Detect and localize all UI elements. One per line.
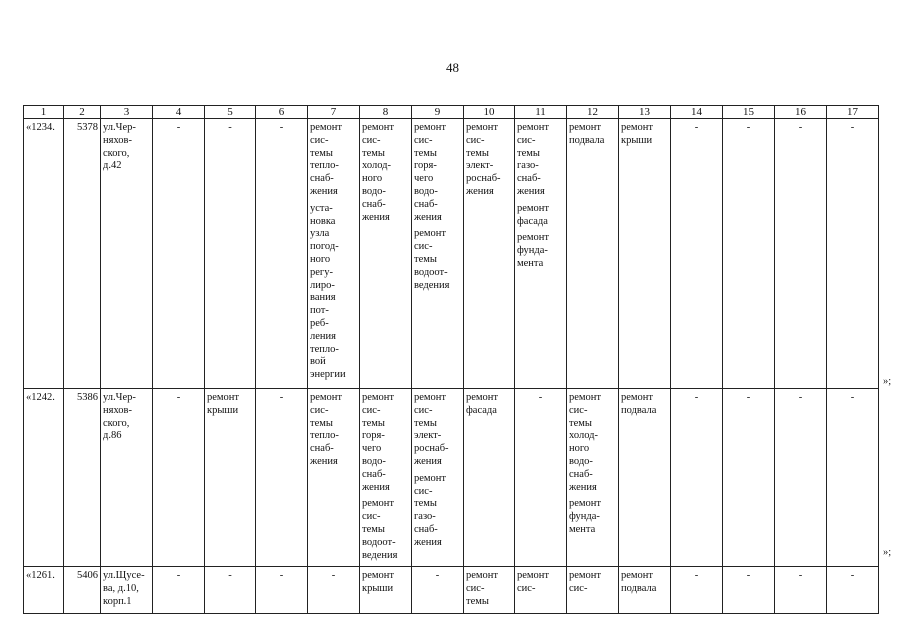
cell-text-line: ремонт [362,570,395,582]
cell-text-line: энергии [310,369,346,381]
cell-text-line: ремонт [569,498,602,510]
cell-text-line: - [850,122,855,133]
cell-text-line: д.86 [103,430,122,442]
column-header-4: 4 [153,106,205,119]
cell-entry [310,392,357,469]
cell-text-line: темы [466,147,489,159]
cell-text-line: - [176,122,181,133]
cell-entry [777,122,824,135]
column-header-7: 7 [308,106,360,119]
cell-text-line: темы [310,417,333,429]
cell-text-line: ремонт [362,498,395,510]
cell-text-line: ва, д.10, [103,583,139,595]
cell-entry [66,122,98,135]
cell-text-line: крыши [362,583,394,595]
cell-entry [414,228,461,292]
cell-text-line: фасада [466,404,497,416]
cell-entry [155,122,202,135]
cell-text-line: ремонт [207,392,240,403]
cell-text-line: водоот- [362,536,396,548]
cell-text-line: жения [414,536,442,548]
table-cell-col-17 [827,389,879,567]
cell-text-line: реб- [310,317,329,329]
cell-entry [414,570,461,583]
table-cell-col-2 [64,389,101,567]
cell-text-line: ремонт [466,122,499,133]
cell-text-line: уста- [310,202,333,214]
cell-text-line: - [279,570,284,582]
cell-text-line: няхов- [103,134,133,146]
cell-text-line: няхов- [103,404,133,416]
table-cell-col-8 [360,389,412,567]
cell-text-line: - [694,122,699,133]
cell-text-line: - [798,392,803,403]
cell-text-line: - [798,122,803,133]
cell-entry [517,570,564,596]
table-cell-col-12 [567,389,619,567]
cell-text-line: темы [310,147,333,159]
cell-text-line: снаб- [414,198,438,210]
table-cell-col-2 [64,119,101,389]
cell-text-line: - [331,570,336,582]
cell-text-line: узла [310,228,330,240]
cell-text-line: ведения [414,279,450,291]
cell-entry [777,570,824,583]
cell-text-line: фасада [517,215,548,227]
table-cell-col-9 [412,389,464,567]
cell-text-line: - [746,122,751,133]
cell-text-line: вой [310,356,326,368]
cell-text-line: газо- [414,511,436,523]
cell-text-line: ремонт [517,202,550,214]
table-cell-col-3 [101,389,153,567]
table-cell-col-5 [205,119,256,389]
cell-text-line: снаб- [310,443,334,455]
cell-text-line: д.42 [103,160,122,172]
cell-text-line: ремонт [569,122,602,133]
cell-entry [155,392,202,405]
cell-text-line: снаб- [362,468,386,480]
cell-text-line: водоот- [414,266,448,278]
cell-text-line: ремонт [569,392,602,403]
table-cell-col-10 [464,119,515,389]
table-cell-col-9 [412,119,464,389]
cell-text-line: фунда- [569,511,600,523]
cell-text-line: жения [310,455,338,467]
cell-entry [258,122,305,135]
column-header-9: 9 [412,106,464,119]
column-header-3: 3 [101,106,153,119]
cell-text-line: ремонт [414,122,447,133]
cell-text-line: ул.Щусе- [103,570,145,582]
table-cell-col-1 [24,389,64,567]
repair-schedule-table [23,105,879,614]
cell-text-line: сис- [414,241,433,253]
table-cell-col-17 [827,567,879,613]
cell-text-line: темы [362,523,385,535]
cell-text-line: жения [362,481,390,493]
table-cell-col-8 [360,119,412,389]
cell-entry [207,122,253,135]
cell-text-line: ремонт [621,392,654,403]
table-cell-col-11 [515,119,567,389]
cell-text-line: сис- [569,583,588,595]
cell-text-line: холод- [362,160,391,172]
cell-entry [362,498,409,562]
cell-text-line: темы [362,417,385,429]
table-cell-col-10 [464,389,515,567]
cell-text-line: ремонт [362,122,395,133]
cell-entry [829,570,876,583]
cell-text-line: сис- [466,583,485,595]
table-cell-col-16 [775,567,827,613]
cell-entry [517,122,564,199]
cell-text-line: - [279,122,284,133]
cell-entry [466,570,512,608]
cell-entry [569,570,616,596]
cell-entry [517,392,564,405]
cell-entry [569,122,616,148]
cell-text-line: погод- [310,241,339,253]
cell-text-line: - [746,392,751,403]
table-cell-col-11 [515,389,567,567]
column-header-1: 1 [24,106,64,119]
cell-text-line: сис- [362,404,381,416]
cell-entry [414,392,461,469]
cell-text-line: ремонт [621,122,654,133]
cell-entry [569,392,616,494]
cell-text-line: ул.Чер- [103,392,136,403]
cell-text-line: жения [517,185,545,197]
cell-text-line: - [228,122,232,133]
table-cell-col-1 [24,119,64,389]
column-header-5: 5 [205,106,256,119]
cell-text-line: «1261. [26,570,55,582]
cell-text-line: ремонт [310,122,343,133]
cell-text-line: сис- [517,583,536,595]
cell-text-line: фунда- [517,245,548,257]
cell-text-line: горя- [414,160,437,172]
cell-text-line: ремонт [466,392,499,403]
cell-text-line: ления [310,330,336,342]
cell-entry [258,570,305,583]
cell-text-line: тепло- [310,343,339,355]
cell-text-line: снаб- [517,173,541,185]
cell-entry [362,570,409,596]
cell-text-line: темы [569,417,592,429]
cell-text-line: элект- [466,160,494,172]
cell-text-line: тепло- [310,160,339,172]
cell-entry [829,122,876,135]
cell-entry [673,570,720,583]
cell-text-line: жения [414,455,442,467]
column-header-16: 16 [775,106,827,119]
cell-text-line: - [746,570,751,582]
table-cell-col-15 [723,119,775,389]
cell-entry [621,570,668,596]
cell-entry [362,122,409,224]
cell-text-line: ремонт [517,570,550,582]
cell-text-line: газо- [517,160,539,172]
cell-text-line: мента [569,523,596,535]
cell-text-line: вания [310,292,336,304]
cell-entry [155,570,202,583]
cell-text-line: ного [569,443,590,455]
table-cell-col-9 [412,567,464,613]
table-row [24,389,879,567]
cell-text-line: - [228,570,232,582]
cell-entry [103,122,150,173]
cell-entry [414,122,461,224]
cell-entry [66,392,98,405]
cell-text-line: сис- [362,511,381,523]
table-cell-col-4 [153,389,205,567]
cell-text-line: мента [517,257,544,269]
cell-text-line: - [176,570,181,582]
table-cell-col-14 [671,567,723,613]
cell-text-line: водо- [362,185,386,197]
table-cell-col-6 [256,119,308,389]
column-header-11: 11 [515,106,567,119]
cell-text-line: сис- [310,134,329,146]
cell-text-line: снаб- [362,198,386,210]
cell-entry [26,122,61,135]
cell-text-line: тепло- [310,430,339,442]
cell-entry [26,570,61,583]
cell-text-line: 5386 [77,392,98,403]
cell-entry [517,232,564,270]
column-header-12: 12 [567,106,619,119]
cell-entry [725,570,772,583]
cell-text-line: - [435,570,440,582]
cell-text-line: - [538,392,543,403]
column-header-6: 6 [256,106,308,119]
cell-text-line: роснаб- [414,443,449,455]
cell-entry [26,392,61,405]
cell-text-line: ремонт [466,570,499,582]
cell-text-line: темы [414,253,437,265]
cell-text-line: снаб- [414,523,438,535]
cell-text-line: темы [362,147,385,159]
cell-text-line: подвала [569,134,605,146]
cell-text-line: жения [310,185,338,197]
column-header-17: 17 [827,106,879,119]
cell-text-line: чего [414,173,434,185]
cell-text-line: элект- [414,430,442,442]
column-number-header-row [24,106,879,119]
table-cell-col-4 [153,567,205,613]
cell-text-line: корп.1 [103,595,132,607]
cell-text-line: 5378 [77,122,98,133]
table-cell-col-3 [101,567,153,613]
table-cell-col-17 [827,119,879,389]
cell-text-line: сис- [414,485,433,497]
cell-text-line: крыши [207,404,239,416]
table-row [24,119,879,389]
table-cell-col-6 [256,567,308,613]
table-cell-col-1 [24,567,64,613]
table-cell-col-7 [308,567,360,613]
cell-text-line: - [850,392,855,403]
cell-text-line: роснаб- [466,173,501,185]
cell-text-line: сис- [362,134,381,146]
cell-entry [207,392,253,418]
cell-text-line: водо- [569,455,593,467]
cell-text-line: ского, [103,147,130,159]
table-cell-col-2 [64,567,101,613]
row-closing-mark: »; [883,547,892,558]
table-cell-col-12 [567,119,619,389]
cell-entry [414,473,461,550]
cell-text-line: - [798,570,803,582]
cell-text-line: темы [414,147,437,159]
cell-text-line: - [694,570,699,582]
cell-text-line: ул.Чер- [103,122,136,133]
cell-text-line: 5406 [77,570,98,582]
cell-entry [621,122,668,148]
table-cell-col-15 [723,567,775,613]
cell-text-line: крыши [621,134,653,146]
cell-text-line: - [850,570,855,582]
cell-text-line: ремонт [414,472,447,484]
table-cell-col-3 [101,119,153,389]
column-header-2: 2 [64,106,101,119]
cell-entry [725,392,772,405]
cell-text-line: сис- [569,404,588,416]
table-cell-col-7 [308,119,360,389]
cell-text-line: ремонт [362,392,395,403]
cell-text-line: сис- [310,404,329,416]
cell-text-line: жения [466,185,494,197]
cell-text-line: «1234. [26,122,55,133]
cell-entry [725,122,772,135]
column-header-14: 14 [671,106,723,119]
cell-entry [829,392,876,405]
column-header-8: 8 [360,106,412,119]
cell-entry [673,122,720,135]
cell-text-line: сис- [414,134,433,146]
cell-text-line: ремонт [621,570,654,582]
column-header-13: 13 [619,106,671,119]
cell-text-line: темы [414,417,437,429]
table-cell-col-8 [360,567,412,613]
table-cell-col-7 [308,389,360,567]
cell-entry [466,122,512,199]
cell-text-line: - [176,392,181,403]
cell-entry [569,498,616,536]
table-cell-col-16 [775,119,827,389]
cell-text-line: сис- [466,134,485,146]
table-cell-col-13 [619,567,671,613]
cell-text-line: водо- [414,185,438,197]
cell-text-line: ного [310,253,331,265]
cell-text-line: подвала [621,583,657,595]
cell-text-line: ремонт [414,228,447,240]
cell-entry [673,392,720,405]
cell-text-line: - [279,392,284,403]
cell-text-line: жения [569,481,597,493]
table-cell-col-14 [671,119,723,389]
cell-text-line: - [694,392,699,403]
table-cell-col-13 [619,119,671,389]
cell-entry [310,203,357,382]
cell-text-line: чего [362,443,382,455]
cell-entry [777,392,824,405]
cell-entry [103,570,150,608]
table-cell-col-4 [153,119,205,389]
table-cell-col-16 [775,389,827,567]
cell-text-line: подвала [621,404,657,416]
table-cell-col-5 [205,389,256,567]
column-header-15: 15 [723,106,775,119]
cell-entry [66,570,98,583]
cell-text-line: водо- [362,455,386,467]
cell-text-line: ского, [103,417,130,429]
cell-entry [362,392,409,494]
cell-entry [466,392,512,418]
cell-text-line: регу- [310,266,333,278]
cell-text-line: холод- [569,430,598,442]
cell-text-line: жения [362,211,390,223]
cell-text-line: ремонт [517,232,550,244]
table-cell-col-10 [464,567,515,613]
cell-text-line: ремонт [310,392,343,403]
cell-entry [621,392,668,418]
cell-text-line: снаб- [569,468,593,480]
cell-text-line: горя- [362,430,385,442]
cell-text-line: сис- [517,134,536,146]
cell-entry [310,122,357,199]
cell-text-line: ремонт [517,122,550,133]
cell-entry [310,570,357,583]
table-cell-col-5 [205,567,256,613]
table-row [24,567,879,613]
cell-text-line: «1242. [26,392,55,403]
cell-text-line: темы [517,147,540,159]
cell-text-line: ведения [362,549,398,561]
cell-text-line: новка [310,215,336,227]
cell-entry [517,203,564,229]
cell-text-line: ного [362,173,383,185]
cell-entry [207,570,253,583]
table-cell-col-11 [515,567,567,613]
cell-entry [103,392,150,443]
table-cell-col-12 [567,567,619,613]
cell-text-line: ремонт [569,570,602,582]
cell-text-line: темы [414,498,437,510]
cell-entry [258,392,305,405]
cell-text-line: лиро- [310,279,335,291]
column-header-10: 10 [464,106,515,119]
cell-text-line: пот- [310,305,329,317]
table-cell-col-13 [619,389,671,567]
cell-text-line: снаб- [310,173,334,185]
cell-text-line: ремонт [414,392,447,403]
page-number: 48 [446,60,459,75]
table-cell-col-14 [671,389,723,567]
row-closing-mark: »; [883,376,892,387]
table-cell-col-15 [723,389,775,567]
cell-text-line: сис- [414,404,433,416]
cell-text-line: жения [414,211,442,223]
table-cell-col-6 [256,389,308,567]
cell-text-line: темы [466,595,489,607]
